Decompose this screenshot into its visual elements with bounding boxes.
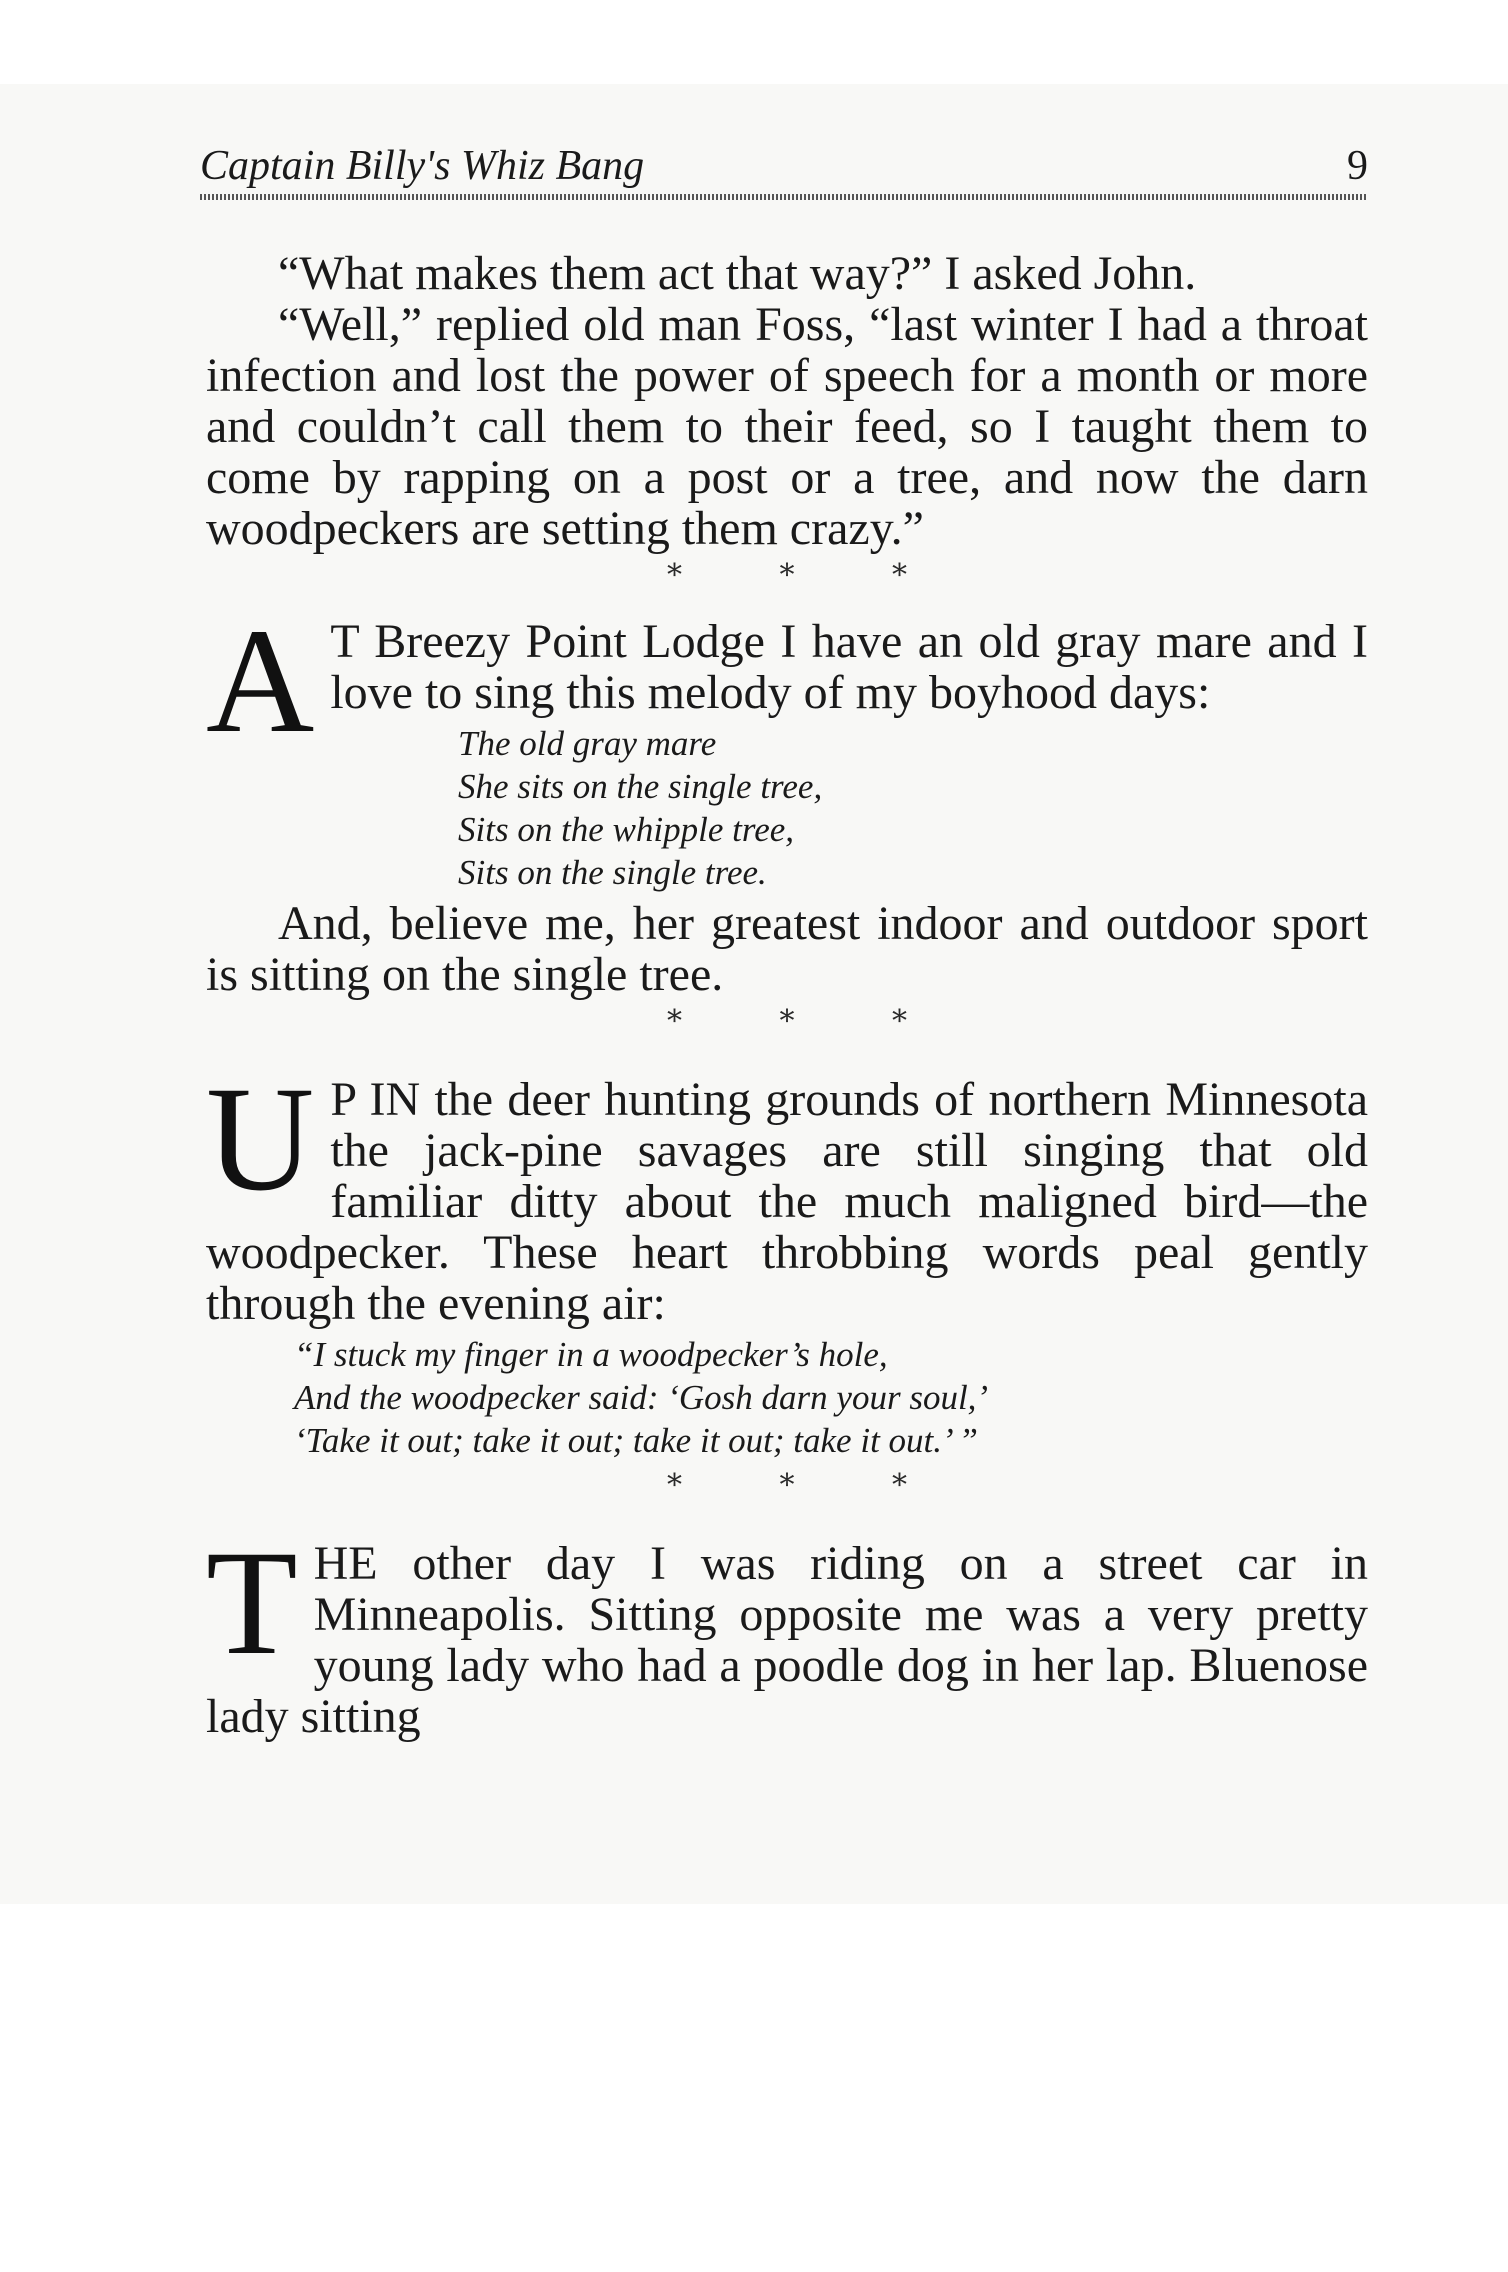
page-body: [206, 248, 1368, 1742]
verse-line: Sits on the single tree.: [458, 853, 767, 892]
section-woodpecker: [206, 1056, 1368, 1330]
section-breezy-point-text: T Breezy Point Lodge I have an old gray mare and I love to sing this melody of my boyhood days:: [330, 615, 1368, 719]
drop-cap-u: U: [206, 1056, 315, 1222]
section-street-car: [206, 1520, 1368, 1743]
paragraph-2: “Well,” replied old man Foss, “last winter I had a throat infection and lost the power of speech for a month or more and couldn’t call them to their feed, so I taught them to come by rapping on a post or a tree, and now the darn woodpeckers are setting them crazy.”: [206, 298, 1368, 555]
section-street-car-text: HE other day I was riding on a street car in Minneapolis. Sitting opposite me was a very pretty young lady who had a poodle dog in her lap. Bluenose lady sitting: [206, 1537, 1368, 1743]
drop-cap-t: T: [206, 1520, 298, 1686]
verse-gray-mare: [206, 722, 1368, 894]
drop-cap-a: A: [206, 598, 315, 764]
verse-line: She sits on the single tree,: [458, 767, 823, 806]
section-woodpecker-text: P IN the deer hunting grounds of northern Minnesota the jack-pine savages are still singing that old familiar ditty about the much maligned bird—the woodpecker. These heart throbbing words peal gently through the evening air:: [206, 1073, 1368, 1330]
verse-woodpecker: [206, 1333, 1368, 1462]
header-rule: [200, 194, 1368, 200]
verse-line: And the woodpecker said: ‘Gosh darn your soul,’: [294, 1378, 989, 1417]
paragraph-closing: And, believe me, her greatest indoor and outdoor sport is sitting on the single tree.: [206, 897, 1368, 1001]
section-separator: * * *: [666, 1004, 952, 1039]
section-separator: * * *: [666, 558, 952, 593]
verse-line: The old gray mare: [458, 724, 717, 763]
verse-line: “I stuck my finger in a woodpecker’s hole,: [294, 1335, 888, 1374]
section-separator: * * *: [666, 1468, 952, 1503]
verse-line: Sits on the whipple tree,: [458, 810, 795, 849]
running-title: Captain Billy's Whiz Bang: [200, 143, 645, 189]
paragraph-1: “What makes them act that way?” I asked John.: [278, 247, 1197, 300]
verse-line: ‘Take it out; take it out; take it out; take it out.’ ”: [294, 1421, 979, 1460]
running-header: [200, 143, 1368, 200]
page-number: 9: [1347, 143, 1368, 189]
